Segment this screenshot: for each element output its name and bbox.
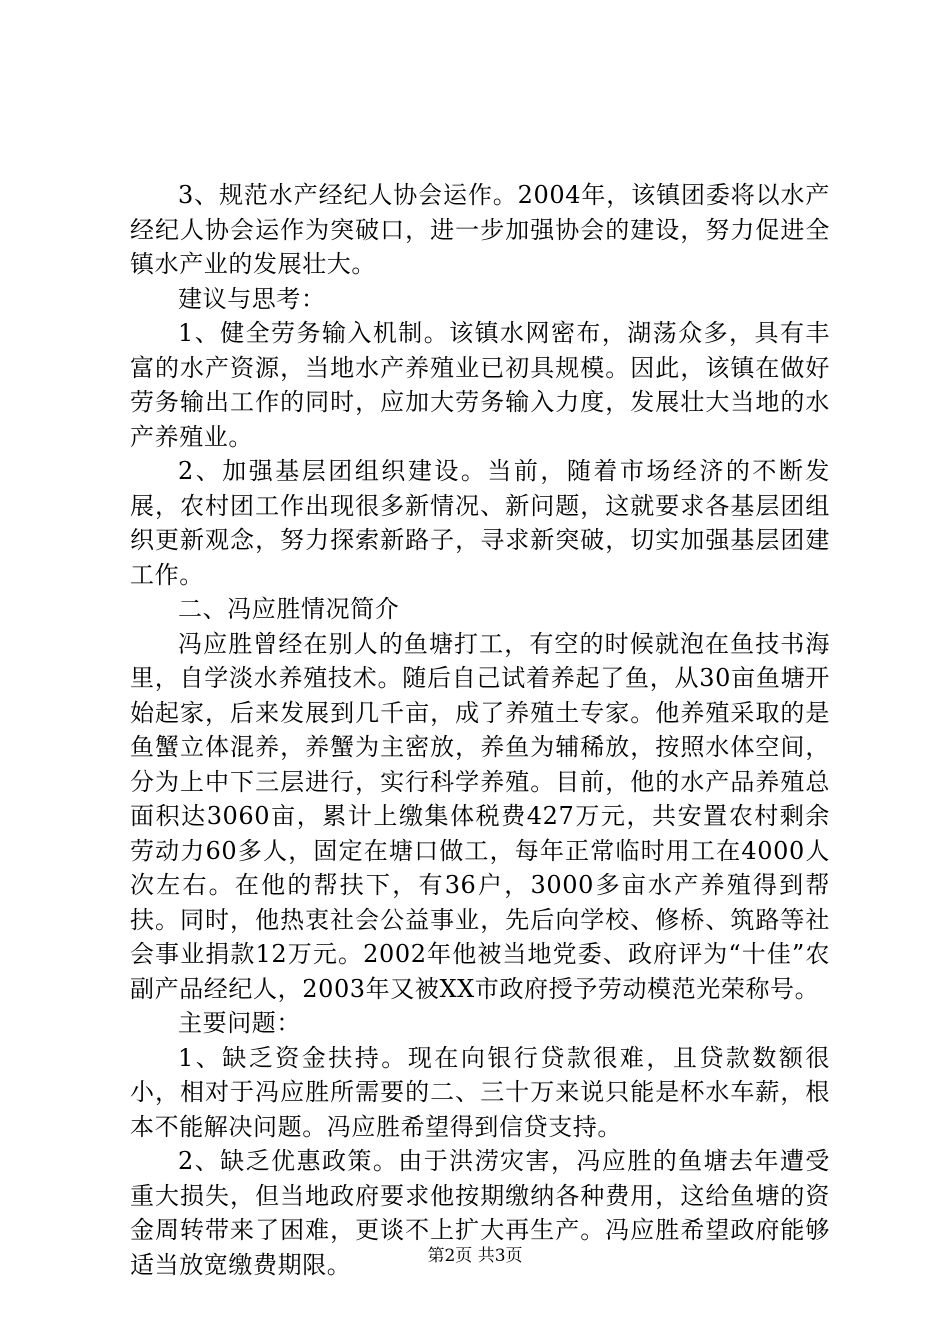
heading-main-problems: 主要问题： [178, 1009, 301, 1037]
paragraph-labor-input: 1、健全劳务输入机制。该镇水网密布，湖荡众多，具有丰富的水产资源，当地水产养殖业已初具规模。因此，该镇在做好劳务输出工作的同时，应加大劳务输入力度，发展壮大当地的水产养殖业。 [130, 319, 830, 451]
page-number-footer: 第2页 共3页 [427, 1246, 523, 1266]
paragraph-funding-problem: 1、缺乏资金扶持。现在向银行贷款很难，且贷款数额很小，相对于冯应胜所需要的二、三十万来说只能是杯水车薪，根本不能解决问题。冯应胜希望得到信贷支持。 [130, 1043, 830, 1141]
heading-suggestions: 建议与思考： [178, 284, 326, 313]
document-body [130, 178, 830, 1282]
paragraph-profile-body: 冯应胜曾经在别人的鱼塘打工，有空的时候就泡在鱼技书海里，自学淡水养殖技术。随后自己试着养起了鱼，从30亩鱼塘开始起家，后来发展到几千亩，成了养殖土专家。他养殖采取的是鱼蟹立体混养，养蟹为主密放，养鱼为辅稀放，按照水体空间，分为上中下三层进行，实行科学养殖。目前，他的水产品养殖总面积达3060亩，累计上缴集体税费427万元，共安置农村剩余劳动力60多人，固定在塘口做工，每年正常临时用工在4000人次左右。在他的帮扶下，有36户，3000多亩水产养殖得到帮扶。同时，他热衷社会公益事业，先后向学校、修桥、筑路等社会事业捐款12万元。2002年他被当地党委、政府评为“十佳”农副产品经纪人，2003年又被XX市政府授予劳动模范光荣称号。 [130, 629, 830, 1003]
heading-profile: 二、冯应胜情况简介 [178, 595, 400, 623]
paragraph-policy-problem: 2、缺乏优惠政策。由于洪涝灾害，冯应胜的鱼塘去年遭受重大损失，但当地政府要求他按期缴纳各种费用，这给鱼塘的资金周转带来了困难，更谈不上扩大再生产。冯应胜希望政府能够适当放宽缴费期限。 [130, 1147, 830, 1279]
paragraph-association-operation: 3、规范水产经纪人协会运作。2004年，该镇团委将以水产经纪人协会运作为突破口，进一步加强协会的建设，努力促进全镇水产业的发展壮大。 [130, 181, 830, 278]
paragraph-league-building: 2、加强基层团组织建设。当前，随着市场经济的不断发展，农村团工作出现很多新情况、新问题，这就要求各基层团组织更新观念，努力探索新路子，寻求新突破，切实加强基层团建工作。 [130, 457, 830, 589]
